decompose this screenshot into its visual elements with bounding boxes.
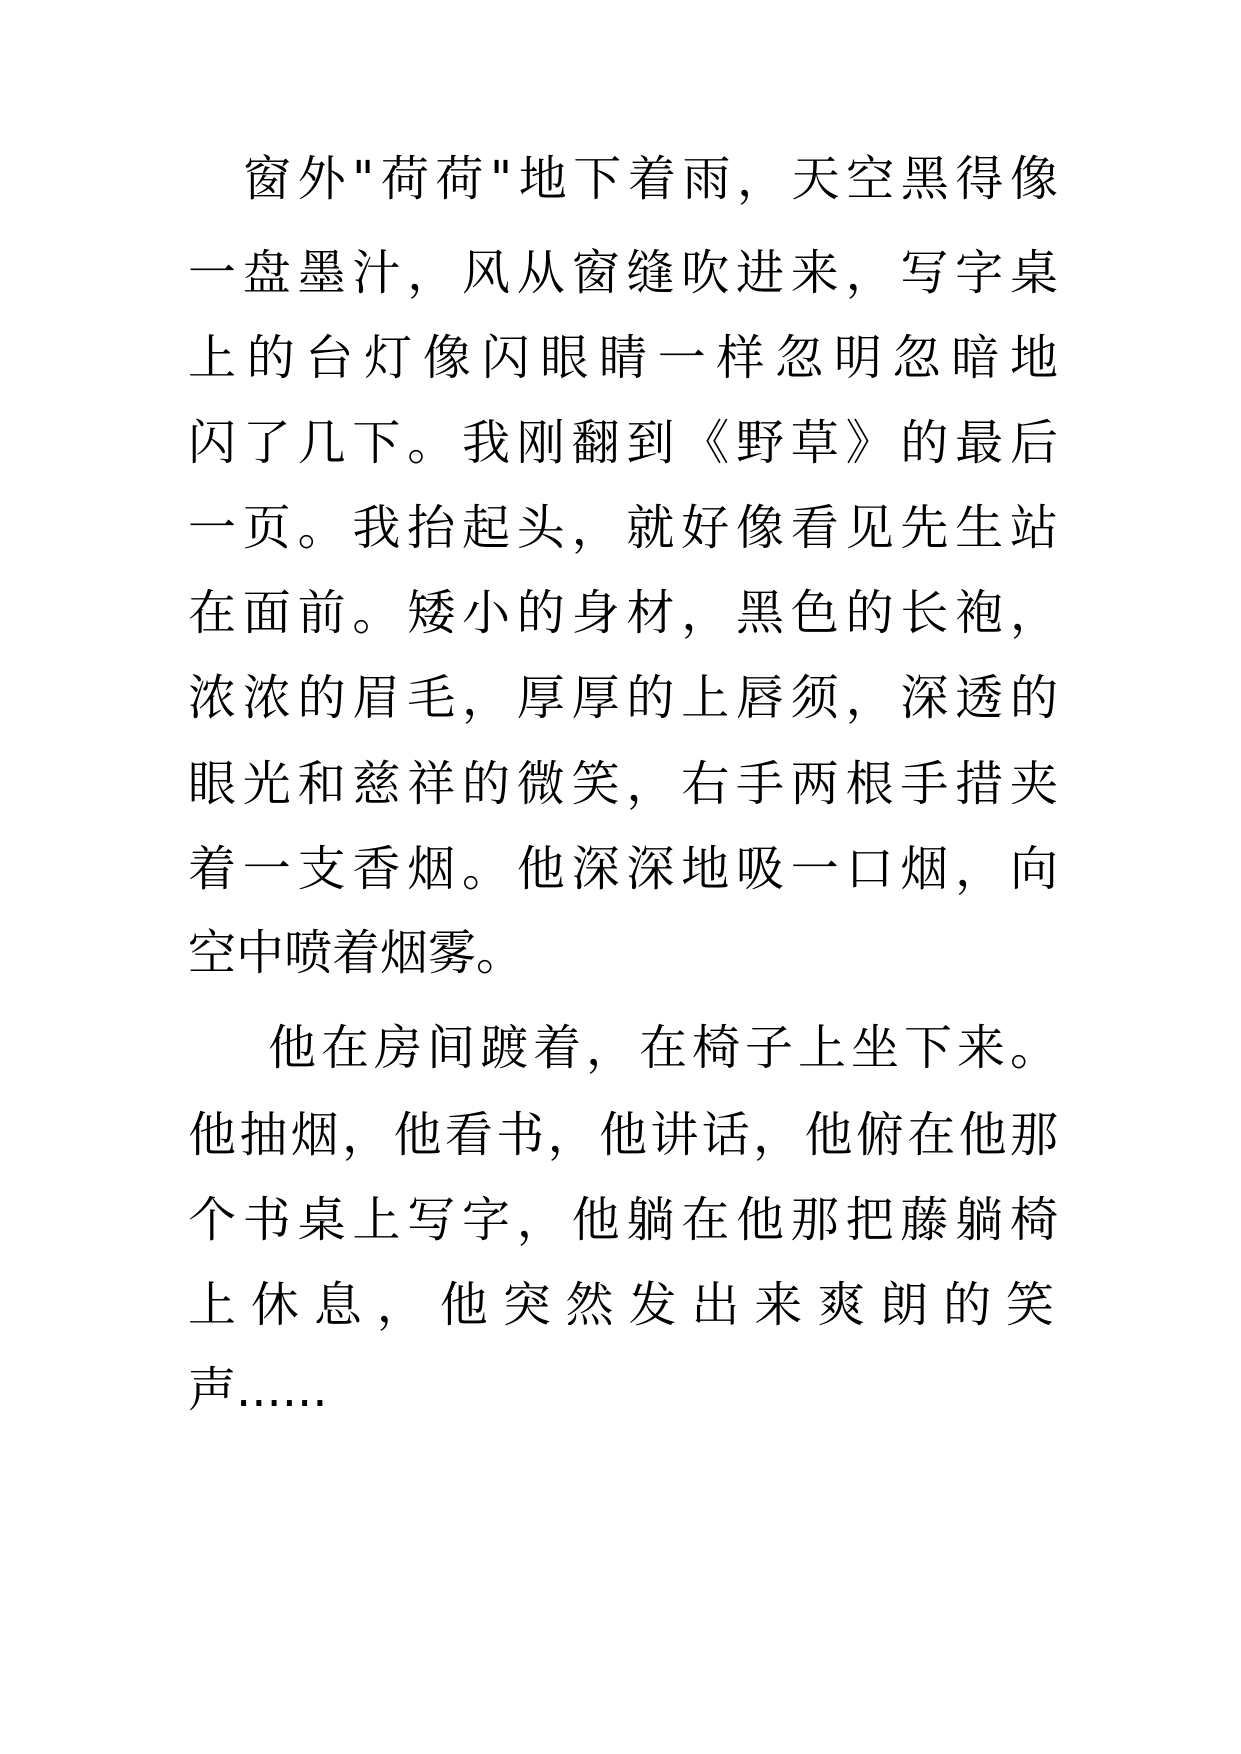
- paragraph-1-line-6: 在面前。矮小的身材，黑色的长袍，: [188, 585, 1058, 641]
- paragraph-1-line-7: 浓浓的眉毛，厚厚的上唇须，深透的: [188, 670, 1058, 726]
- paragraph-1-line-9: 着一支香烟。他深深地吸一口烟，向: [188, 841, 1058, 897]
- paragraph-2-line-3: 个书桌上写字，他躺在他那把藤躺椅: [188, 1192, 1058, 1248]
- paragraph-1-line-1: 窗外"荷荷"地下着雨，天空黑得像: [243, 151, 1058, 207]
- paragraph-2-line-2: 他抽烟，他看书，他讲话，他俯在他那: [188, 1107, 1058, 1163]
- paragraph-1-line-3: 上的台灯像闪眼睛一样忽明忽暗地: [188, 330, 1058, 386]
- paragraph-1-line-4: 闪了几下。我刚翻到《野草》的最后: [188, 415, 1058, 471]
- paragraph-2-line-5: 声......: [188, 1362, 328, 1418]
- paragraph-1-line-2: 一盘墨汁，风从窗缝吹进来，写字桌: [188, 245, 1058, 301]
- paragraph-1-line-10: 空中喷着烟雾。: [188, 925, 525, 981]
- paragraph-2-line-4: 上休息，他突然发出来爽朗的笑: [188, 1277, 1058, 1333]
- paragraph-2-line-1: 他在房间踱着，在椅子上坐下来。: [268, 1020, 1058, 1076]
- paragraph-1-line-5: 一页。我抬起头，就好像看见先生站: [188, 500, 1058, 556]
- paragraph-1-line-8: 眼光和慈祥的微笑，右手两根手措夹: [188, 756, 1058, 812]
